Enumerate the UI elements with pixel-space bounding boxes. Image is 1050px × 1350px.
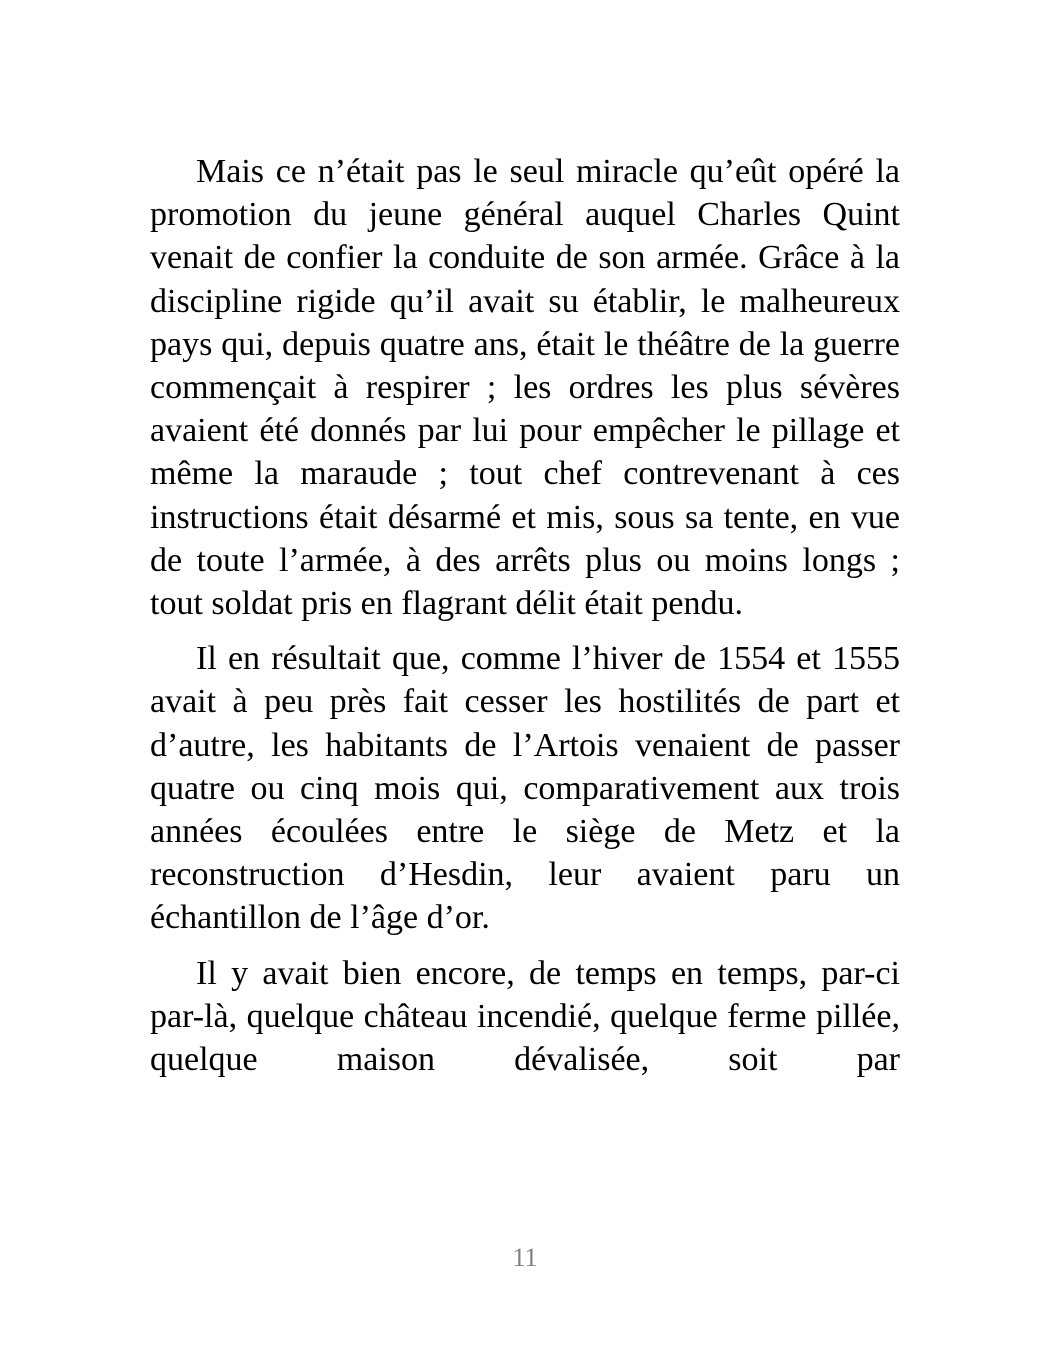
paragraph-2: Il en résultait que, comme l’hiver de 1554 et 1555 avait à peu près fait cesser les hostilités de part et d’autre, les habitants de l’Artois venaient de passer quatre ou cinq mois qui, comparativement aux trois années écoulées entre le siège de Metz et la reconstruction d’Hesdin, leur avaient paru un échantillon de l’âge d’or. [150, 640, 900, 937]
page-number: 11 [512, 1243, 538, 1272]
paragraph-3: Il y avait bien encore, de temps en temps, par-ci par-là, quelque château incendié, quelque ferme pillée, quelque maison dévalisée, soit par [150, 954, 900, 1079]
body-text [150, 150, 900, 1093]
paragraph-1: Mais ce n’était pas le seul miracle qu’eût opéré la promotion du jeune général auquel Charles Quint venait de confier la conduite de son armée. Grâce à la discipline rigide qu’il avait su établir, le malheureux pays qui, depuis quatre ans, était le théâtre de la guerre commençait à respirer ; les ordres les plus sévères avaient été donnés par lui pour empêcher le pillage et même la maraude ; tout chef contrevenant à ces instructions était désarmé et mis, sous sa tente, en vue de toute l’armée, à des arrêts plus ou moins longs ; tout soldat pris en flagrant délit était pendu. [150, 153, 900, 623]
